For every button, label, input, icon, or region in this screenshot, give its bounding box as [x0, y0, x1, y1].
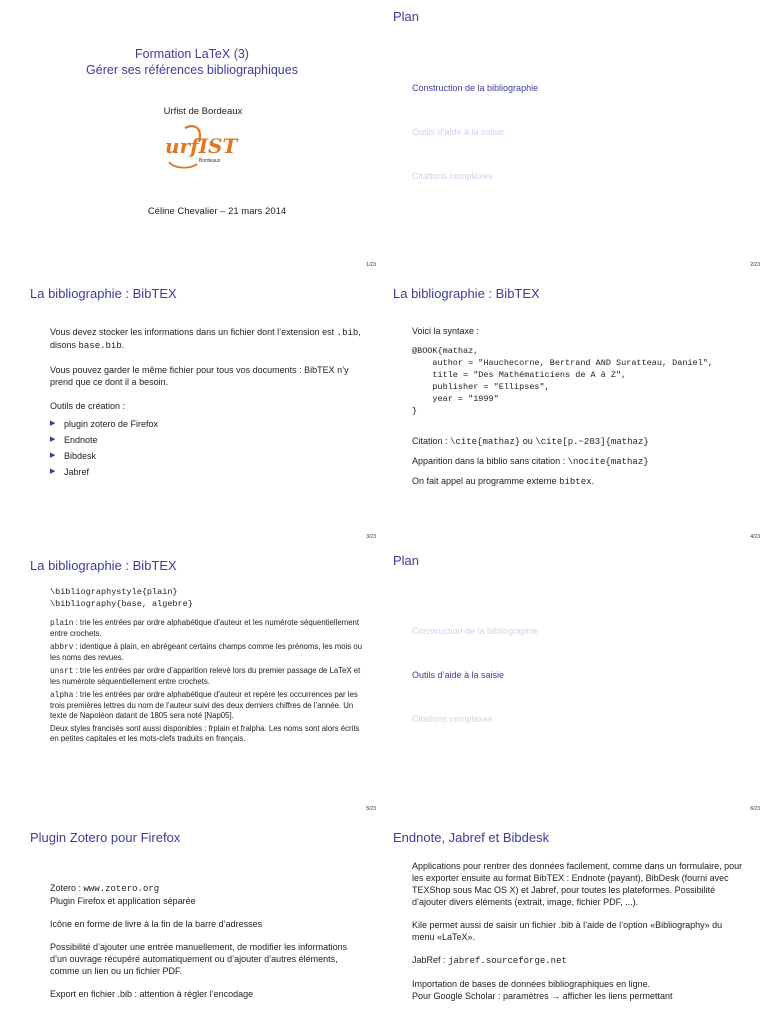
style-def: unsrt : trie les entrées par ordre d’apparition relevé lors du premier passage de LaTeX et les numérote séquentiellement entre crochets. — [50, 666, 361, 686]
plan-item-3[interactable]: Citations complexes — [412, 714, 493, 724]
plan-item-1[interactable]: Construction de la bibliographie — [412, 626, 539, 636]
nocite-line: Apparition dans la biblio sans citation : \nocite{mathaz} — [412, 456, 649, 467]
triangle-bullet-icon: ▶ — [50, 468, 56, 475]
style-def: plain : trie les entrées par ordre alphabétique d’auteur et les numérote séquentiellement entre crochets. — [50, 618, 360, 638]
slide-5 — [0, 544, 384, 816]
page-number: 1/23 — [366, 262, 376, 268]
list-item: ▶ Endnote — [50, 435, 98, 445]
slide-title-line1: Formation LaTeX (3) — [135, 47, 249, 61]
style-def: abbrv : identique à plain, en abrégeant certains champs comme les prénoms, les mois ou les noms des revues. — [50, 642, 363, 662]
slide-title-line2: Gérer ses références bibliographiques — [86, 63, 298, 77]
paragraph: Pour Google Scholar : paramètres → afficher les liens permettant — [412, 991, 673, 1001]
author-date: Céline Chevalier – 21 mars 2014 — [147, 206, 287, 217]
list-item: ▶ plugin zotero de Firefox — [50, 419, 159, 429]
page-number: 5/23 — [366, 806, 376, 812]
page-number: 2/23 — [750, 262, 760, 268]
page-number: 6/23 — [750, 806, 760, 812]
urfist-logo — [163, 122, 243, 172]
slide-7 — [0, 816, 384, 1024]
frame-title: Plan — [393, 553, 420, 568]
citation-line: Citation : \cite{mathaz} ou \cite[p.~203]{mathaz} — [412, 436, 649, 447]
logo-sub: Bordeaux — [199, 158, 221, 164]
triangle-bullet-icon: ▶ — [50, 420, 56, 427]
institute: Urfist de Bordeaux — [163, 106, 243, 117]
jabref-line: JabRef : jabref.sourceforge.net — [412, 955, 567, 966]
paragraph: Possibilité d’ajouter une entrée manuellement, de modifier les informations d’un ouvrage récupéré automatiquement ou d’ajouter d’autres éléments, comme un lien ou un fichier PDF. — [50, 942, 348, 976]
bibtex-code: @BOOK{mathaz, author = "Hauchecorne, Bertrand AND Suratteau, Daniel", title = "Des Mathématiciens de A à Z", publisher = "Ellipses", year = "1999" } — [412, 346, 713, 416]
paragraph: Vous pouvez garder le même fichier pour tous vos documents : BibTEX n’y prend que ce dont il a besoin. — [50, 365, 349, 387]
tools-list — [50, 418, 364, 478]
list-item: ▶ Jabref — [50, 467, 90, 477]
syntax-label: Voici la syntaxe : — [412, 326, 480, 336]
paragraph: Plugin Firefox et application séparée — [50, 896, 196, 906]
plan-item-3[interactable]: Citations complexes — [412, 171, 493, 181]
external-line: On fait appel au programme externe bibtex. — [412, 476, 595, 487]
slide-2 — [384, 0, 768, 272]
paragraph: Vous devez stocker les informations dans un fichier dont l’extension est .bib, disons base.bib. — [50, 327, 361, 351]
frame-title: Plan — [393, 9, 420, 24]
plan-item-1[interactable]: Construction de la bibliographie — [412, 83, 539, 93]
triangle-bullet-icon: ▶ — [50, 452, 56, 459]
frame-title: La bibliographie : BibTEX — [30, 558, 177, 573]
page-number: 4/23 — [750, 534, 760, 540]
paragraph: Icône en forme de livre à la fin de la barre d’adresses — [50, 919, 263, 929]
style-def: alpha : trie les entrées par ordre alphabétique d’auteur et repère les occurrences par les trois premières lettres du nom de l’auteur suivi des deux derniers chiffres de l’année. Un texte de Napoléon datant de 1805 sera noté [Nap05]. — [50, 690, 358, 720]
paragraph: Importation de bases de données bibliographiques en ligne. — [412, 979, 651, 989]
paragraph: Applications pour rentrer des données facilement, comme dans un formulaire, pour les exporter ensuite au format BibTEX : Endnote (payant), BibDesk (fourni avec TEXShop sous Mac OS X) et Jabref, pour toutes les plateformes. Possibilité d’ajouter divers éléments (extrait, image, fichier PDF, ...). — [412, 861, 743, 907]
paragraph: Kile permet aussi de saisir un fichier .bib à l’aide de l’option «Bibliography» du menu «LaTeX». — [412, 920, 723, 942]
paragraph: Export en fichier .bib : attention à régler l’encodage — [50, 989, 254, 999]
frame-title: Plugin Zotero pour Firefox — [30, 830, 181, 845]
slide-3 — [0, 272, 384, 544]
slide-1 — [0, 0, 384, 272]
logo-text: urfIST — [165, 134, 238, 158]
page-number: 3/23 — [366, 534, 376, 540]
french-styles: Deux styles francisés sont aussi disponibles : frplain et fralpha. Les noms sont alors écrits en petites capitales et les mots-clefs traduits en français. — [50, 724, 360, 743]
tools-label: Outils de création : — [50, 401, 126, 411]
list-item: ▶ Bibdesk — [50, 451, 97, 461]
zotero-line: Zotero : www.zotero.org — [50, 883, 160, 894]
frame-title: Endnote, Jabref et Bibdesk — [393, 830, 550, 845]
triangle-bullet-icon: ▶ — [50, 436, 56, 443]
plan-item-2[interactable]: Outils d’aide à la saisie — [412, 127, 505, 137]
bibliography-code: \bibliographystyle{plain} \bibliography{base, algebre} — [50, 587, 193, 609]
slide-4 — [384, 272, 768, 544]
slide-6 — [384, 544, 768, 816]
plan-item-2[interactable]: Outils d’aide à la saisie — [412, 670, 505, 680]
frame-title: La bibliographie : BibTEX — [30, 286, 177, 301]
frame-title: La bibliographie : BibTEX — [393, 286, 540, 301]
slide-8 — [384, 816, 768, 1024]
